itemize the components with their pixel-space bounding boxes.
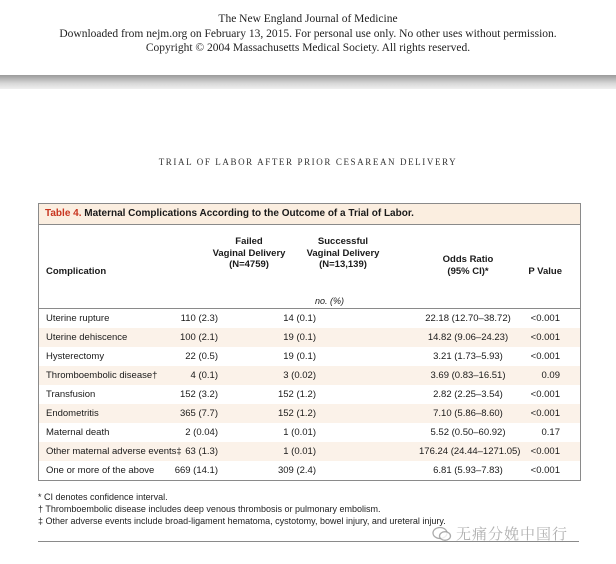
- cell-p-value: <0.001: [530, 351, 560, 362]
- footnote-thromboembolic: † Thromboembolic disease includes deep venous thrombosis or pulmonary embolism.: [38, 504, 381, 514]
- header-rule: [0, 75, 616, 89]
- cell-successful: 152 (1.2): [277, 408, 316, 419]
- cell-successful: 309 (2.4): [277, 465, 316, 476]
- table-body: [39, 309, 580, 480]
- table-row: [39, 442, 580, 461]
- cell-complication: Endometritis: [46, 408, 99, 419]
- chat-bubble-icon: [432, 526, 452, 542]
- col-p-value: P Value: [528, 266, 562, 277]
- table-row: [39, 461, 580, 480]
- copyright-notice: Copyright © 2004 Massachusetts Medical Society. All rights reserved.: [145, 42, 471, 54]
- cell-complication: Uterine dehiscence: [46, 332, 128, 343]
- cell-successful: 1 (0.01): [283, 427, 316, 438]
- cell-odds-ratio: 3.21 (1.73–5.93): [433, 351, 503, 362]
- cell-failed: 100 (2.1): [179, 332, 218, 343]
- cell-failed: 4 (0.1): [190, 370, 218, 381]
- column-headers: [39, 225, 580, 294]
- running-head: TRIAL OF LABOR AFTER PRIOR CESAREAN DELIVERY: [158, 157, 458, 167]
- cell-odds-ratio: 14.82 (9.06–24.23): [427, 332, 509, 343]
- cell-odds-ratio: 2.82 (2.25–3.54): [433, 389, 503, 400]
- footnote-ci: * CI denotes confidence interval.: [38, 492, 168, 502]
- cell-failed: 152 (3.2): [179, 389, 218, 400]
- cell-complication: Other maternal adverse events‡: [46, 446, 182, 457]
- cell-failed: 22 (0.5): [185, 351, 218, 362]
- cell-complication: Uterine rupture: [46, 313, 110, 324]
- cell-odds-ratio: 22.18 (12.70–38.72): [425, 313, 511, 324]
- cell-failed: 110 (2.3): [180, 313, 218, 324]
- table-caption: [39, 204, 580, 225]
- cell-complication: Thromboembolic disease†: [46, 370, 158, 381]
- table-4: [38, 203, 581, 481]
- cell-odds-ratio: 5.52 (0.50–60.92): [430, 427, 506, 438]
- col-complication: Complication: [46, 266, 107, 277]
- col-odds-ratio: Odds Ratio (95% CI)*: [442, 254, 494, 277]
- cell-successful: 1 (0.01): [283, 446, 316, 457]
- footnote-other-events: ‡ Other adverse events include broad-ligament hematoma, cystotomy, bowel injury, and ureteral injury.: [38, 516, 446, 526]
- cell-odds-ratio: 6.81 (5.93–7.83): [433, 465, 503, 476]
- table-row: [39, 309, 580, 328]
- table-number: Table 4.: [45, 208, 82, 219]
- cell-complication: Maternal death: [46, 427, 110, 438]
- table-row: [39, 423, 580, 442]
- cell-complication: Hysterectomy: [46, 351, 105, 362]
- cell-successful: 19 (0.1): [283, 332, 316, 343]
- cell-p-value: <0.001: [530, 332, 560, 343]
- table-row: [39, 328, 580, 347]
- cell-p-value: <0.001: [530, 446, 560, 457]
- watermark-text: 无痛分娩中国行: [456, 525, 569, 543]
- cell-failed: 365 (7.7): [179, 408, 218, 419]
- footnotes: [38, 491, 583, 527]
- cell-successful: 19 (0.1): [283, 351, 316, 362]
- cell-p-value: 0.17: [541, 427, 560, 438]
- watermark: [432, 523, 568, 544]
- units-label: no. (%): [39, 294, 580, 309]
- cell-p-value: <0.001: [530, 313, 560, 324]
- cell-p-value: <0.001: [530, 389, 560, 400]
- cell-p-value: <0.001: [530, 465, 560, 476]
- table-row: [39, 404, 580, 423]
- cell-odds-ratio: 3.69 (0.83–16.51): [430, 370, 506, 381]
- cell-complication: One or more of the above: [46, 465, 155, 476]
- cell-complication: Transfusion: [46, 389, 96, 400]
- table-caption-text: Maternal Complications According to the Outcome of a Trial of Labor.: [84, 208, 414, 219]
- cell-odds-ratio: 7.10 (5.86–8.60): [433, 408, 503, 419]
- cell-failed: 2 (0.04): [185, 427, 218, 438]
- cell-successful: 3 (0.02): [283, 370, 316, 381]
- cell-successful: 152 (1.2): [277, 389, 316, 400]
- table-row: [39, 366, 580, 385]
- col-failed: Failed Vaginal Delivery (N=4759): [212, 236, 286, 270]
- cell-p-value: <0.001: [530, 408, 560, 419]
- cell-failed: 63 (1.3): [185, 446, 218, 457]
- download-notice: Downloaded from nejm.org on February 13, 2015. For personal use only. No other uses without permission.: [59, 27, 557, 40]
- cell-failed: 669 (14.1): [174, 465, 218, 476]
- col-successful: Successful Vaginal Delivery (N=13,139): [306, 236, 380, 270]
- page-header: [0, 12, 616, 56]
- cell-p-value: 0.09: [541, 370, 560, 381]
- table-row: [39, 347, 580, 366]
- cell-successful: 14 (0.1): [283, 313, 316, 324]
- table-row: [39, 385, 580, 404]
- cell-odds-ratio: 176.24 (24.44–1271.05): [419, 446, 521, 457]
- journal-title: The New England Journal of Medicine: [218, 13, 398, 25]
